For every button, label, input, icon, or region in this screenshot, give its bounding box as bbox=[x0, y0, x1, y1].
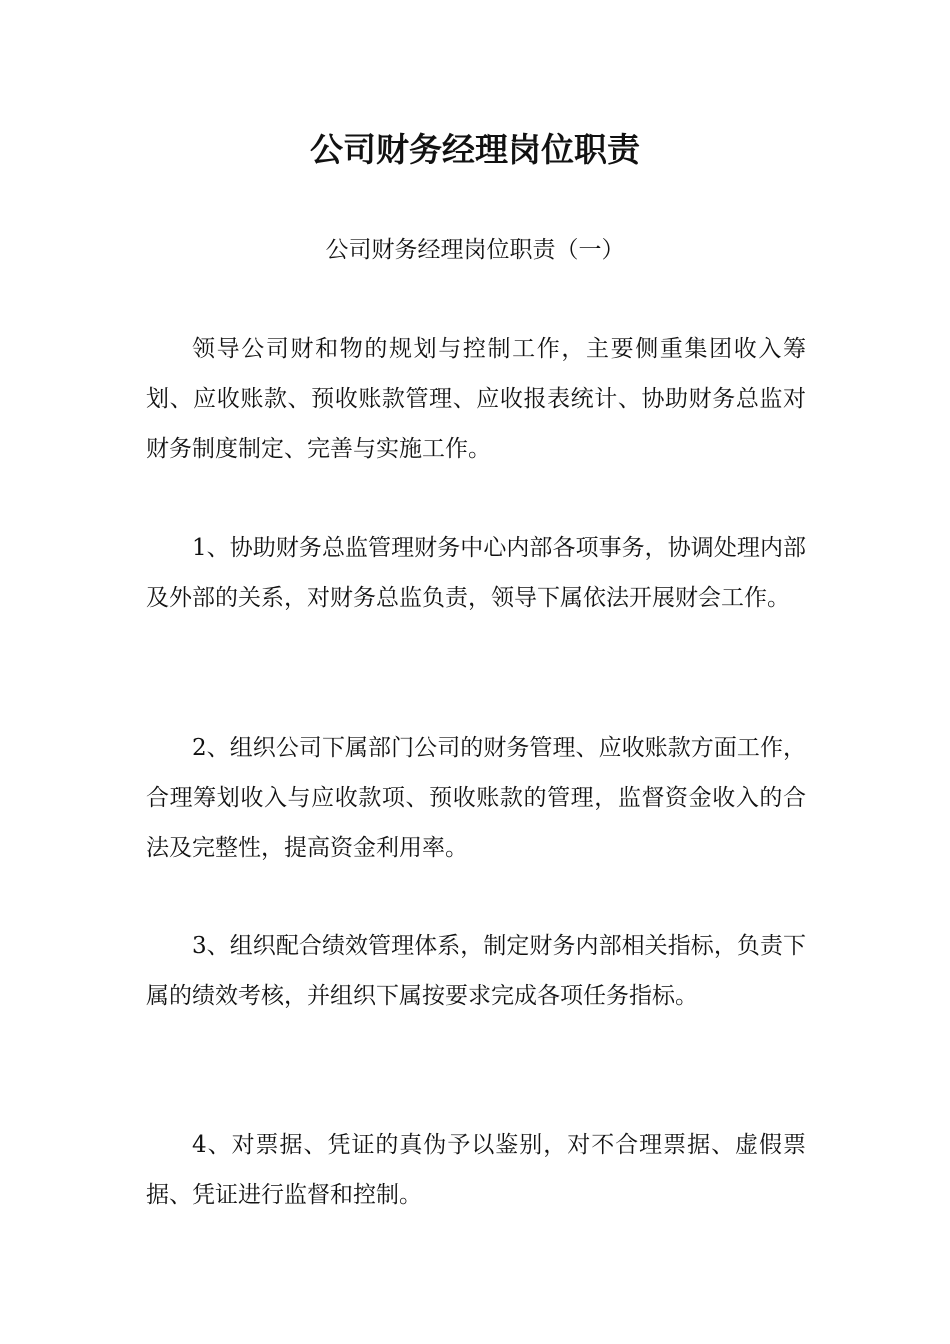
duty-item-4: 4、对票据、凭证的真伪予以鉴别，对不合理票据、虚假票据、凭证进行监督和控制。 bbox=[146, 1132, 806, 1208]
duty-item-1: 1、协助财务总监管理财务中心内部各项事务，协调处理内部及外部的关系，对财务总监负责，领导下属依法开展财会工作。 bbox=[146, 535, 806, 611]
document-subtitle: 公司财务经理岗位职责（一） bbox=[325, 237, 625, 263]
document-title: 公司财务经理岗位职责 bbox=[310, 130, 640, 169]
duty-item-3: 3、组织配合绩效管理体系，制定财务内部相关指标，负责下属的绩效考核，并组织下属按要求完成各项任务指标。 bbox=[146, 933, 806, 1009]
duty-item-2: 2、组织公司下属部门公司的财务管理、应收账款方面工作，合理筹划收入与应收款项、预收账款的管理，监督资金收入的合法及完整性，提高资金利用率。 bbox=[146, 735, 806, 861]
intro-paragraph: 领导公司财和物的规划与控制工作，主要侧重集团收入筹划、应收账款、预收账款管理、应收报表统计、协助财务总监对财务制度制定、完善与实施工作。 bbox=[146, 336, 806, 462]
